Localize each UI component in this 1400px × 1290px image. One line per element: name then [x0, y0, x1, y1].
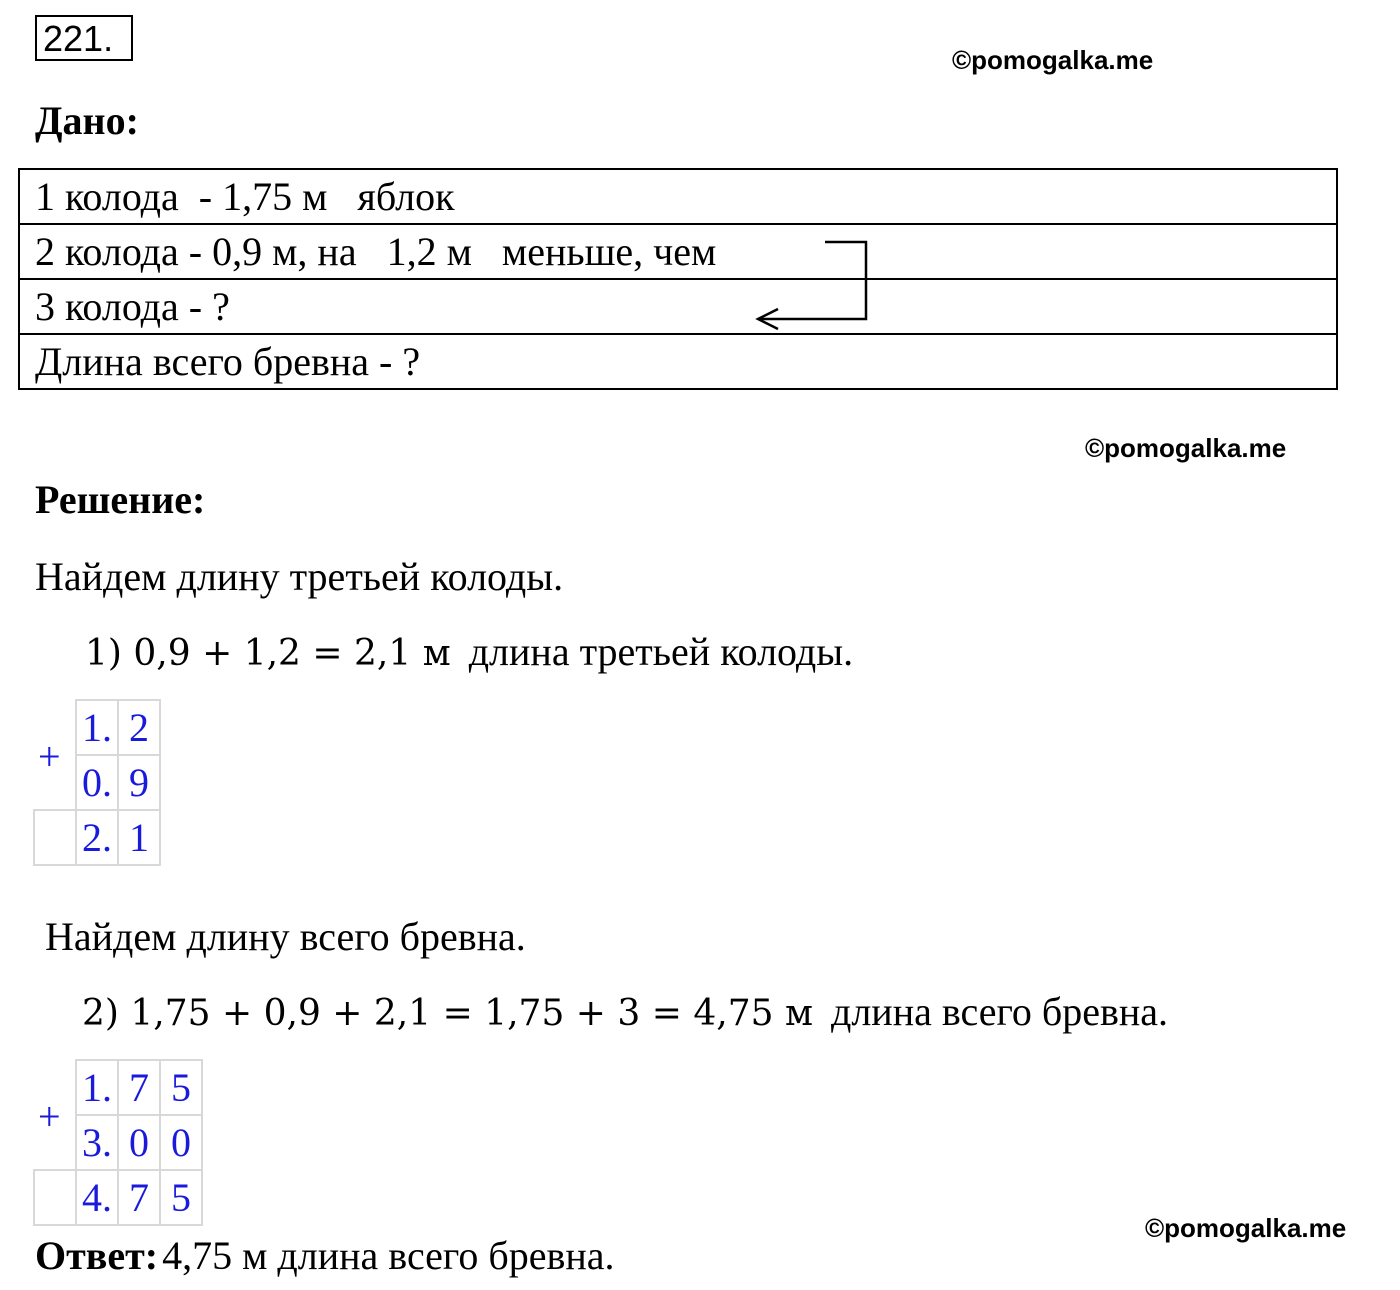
- calc2-plus-sign: +: [38, 1094, 61, 1139]
- calc2-row: [34, 1060, 202, 1115]
- calc2-row: [34, 1115, 202, 1170]
- given-row-4: Длина всего бревна - ?: [19, 334, 1337, 389]
- given-row-3: 3 колода - ?: [19, 279, 1337, 334]
- calc2-empty-cell: [34, 1170, 76, 1225]
- calc2-cell: 5: [160, 1170, 202, 1225]
- step2-text: Найдем длину всего бревна.: [45, 914, 526, 959]
- calc2-cell: 7: [118, 1060, 160, 1115]
- watermark-bottom: ©pomogalka.me: [1145, 1213, 1347, 1243]
- calc2-cell: 1.: [76, 1060, 118, 1115]
- given-row-1: 1 колода - 1,75 м яблок: [19, 169, 1337, 224]
- calc2-cell: 3.: [76, 1115, 118, 1170]
- step1-tail: длина третьей колоды.: [468, 629, 854, 674]
- calc1-cell: 2.: [76, 810, 118, 865]
- calc1-row: [34, 700, 160, 755]
- watermark-middle: ©pomogalka.me: [1085, 433, 1287, 463]
- calc2-cell: 0: [160, 1115, 202, 1170]
- answer-label: Ответ:: [35, 1233, 159, 1278]
- calc1-empty-cell: [34, 755, 76, 810]
- step2-equation: 2) 1,75 + 0,9 + 2,1 = 1,75 + 3 = 4,75 м: [82, 993, 813, 1034]
- calc1-cell: 2: [118, 700, 160, 755]
- calc1-plus-sign: +: [38, 734, 61, 779]
- step1-equation: 1) 0,9 + 1,2 = 2,1 м: [85, 633, 451, 674]
- calc1-cell: 1: [118, 810, 160, 865]
- answer-line: [35, 1232, 615, 1279]
- calc2-cell: 5: [160, 1060, 202, 1115]
- calc1-grid: [33, 699, 161, 866]
- step2-tail: длина всего бревна.: [830, 989, 1169, 1034]
- calc2-cell: 0: [118, 1115, 160, 1170]
- calc2-grid: [33, 1059, 203, 1226]
- calc1-cell: 0.: [76, 755, 118, 810]
- step2-line: [82, 988, 1168, 1035]
- calc1-empty-cell: [34, 810, 76, 865]
- calc2-empty-cell: [34, 1115, 76, 1170]
- calc1-cell: 9: [118, 755, 160, 810]
- calc2-cell: 7: [118, 1170, 160, 1225]
- answer-text: 4,75 м длина всего бревна.: [162, 1233, 615, 1278]
- given-heading: Дано:: [35, 98, 139, 143]
- problem-number: 221.: [35, 15, 133, 61]
- calc2-empty-cell: [34, 1060, 76, 1115]
- step1-line: [85, 628, 853, 675]
- given-row-2: 2 колода - 0,9 м, на 1,2 м меньше, чем: [19, 224, 1337, 279]
- calc2-row: [34, 1170, 202, 1225]
- calc1-row: [34, 755, 160, 810]
- calc1-empty-cell: [34, 700, 76, 755]
- calc1-row: [34, 810, 160, 865]
- calc2-cell: 4.: [76, 1170, 118, 1225]
- calc1-cell: 1.: [76, 700, 118, 755]
- watermark-top: ©pomogalka.me: [952, 45, 1154, 75]
- step1-text: Найдем длину третьей колоды.: [35, 554, 564, 599]
- comparison-arrow-icon: [0, 0, 1400, 400]
- solution-heading: Решение:: [35, 477, 206, 522]
